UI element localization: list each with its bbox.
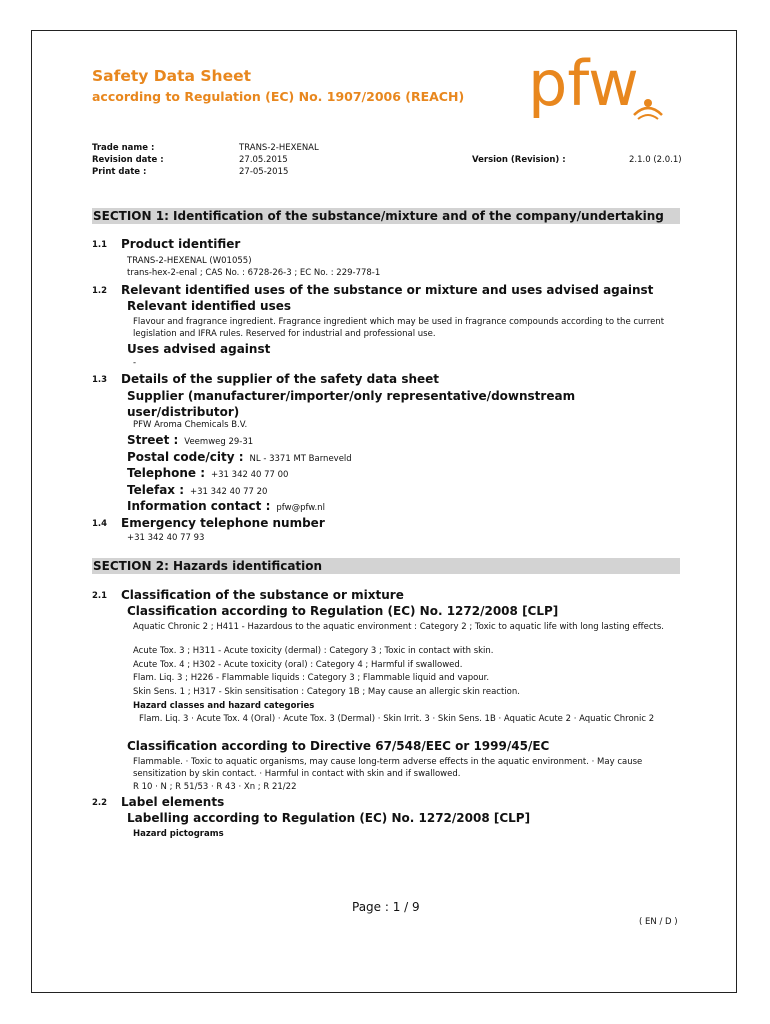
trade-name-label: Trade name :: [92, 143, 155, 153]
labelling-heading: Labelling according to Regulation (EC) No. 1272/2008 [CLP]: [127, 811, 531, 825]
clp-line-5: Skin Sens. 1 ; H317 - Skin sensitisation : Category 1B ; May cause an allergic skin reaction.: [133, 687, 520, 697]
section-1-4-number: 1.4: [92, 519, 108, 529]
section-1-2-number: 1.2: [92, 286, 108, 296]
telephone-row: [127, 466, 288, 480]
hazard-classes-text: Flam. Liq. 3 · Acute Tox. 4 (Oral) · Acute Tox. 3 (Dermal) · Skin Irrit. 3 · Skin Sens. 1B · Aquatic Acute 2 · Aquatic Chronic 2: [139, 714, 655, 724]
clp-line-4: Flam. Liq. 3 ; H226 - Flammable liquids : Category 3 ; Flammable liquid and vapour.: [133, 673, 490, 683]
product-identifier-line1: TRANS-2-HEXENAL (W01055): [127, 256, 252, 266]
uses-advised-against-text: -: [133, 358, 137, 368]
hazard-classes-label: Hazard classes and hazard categories: [133, 701, 315, 711]
clp-line-1: Aquatic Chronic 2 ; H411 - Hazardous to the aquatic environment : Category 2 ; Toxic to aquatic life with long lasting effects.: [133, 622, 664, 632]
document-page: [31, 30, 737, 993]
section-2-heading: SECTION 2: Hazards identification: [92, 558, 680, 574]
telephone-label: Telephone :: [127, 466, 206, 480]
emergency-phone: +31 342 40 77 93: [127, 533, 205, 543]
revision-date-label: Revision date :: [92, 155, 164, 165]
document-title: Safety Data Sheet: [92, 67, 252, 85]
directive-text: Flammable. · Toxic to aquatic organisms, may cause long-term adverse effects in the aquatic environment. · May cause sensitization by skin contact. · Harmful in contact with skin and if swallowed.: [133, 757, 643, 779]
directive-r-phrases: R 10 · N ; R 51/53 · R 43 · Xn ; R 21/22: [133, 782, 297, 792]
section-2-2-title: Label elements: [121, 795, 225, 809]
street-value: Veemweg 29-31: [184, 437, 254, 447]
street-row: [127, 433, 253, 447]
pfw-logo: [528, 43, 678, 137]
postal-value: NL - 3371 MT Barneveld: [249, 454, 352, 464]
document-subtitle: according to Regulation (EC) No. 1907/2006 (REACH): [92, 89, 465, 104]
uses-advised-against-heading: Uses advised against: [127, 342, 271, 356]
clp-line-2: Acute Tox. 3 ; H311 - Acute toxicity (dermal) : Category 3 ; Toxic in contact with skin.: [133, 646, 494, 656]
section-1-1-title: Product identifier: [121, 237, 241, 251]
print-date-value: 27-05-2015: [239, 167, 289, 177]
version-label: Version (Revision) :: [472, 155, 566, 165]
postal-row: [127, 450, 352, 464]
clp-line-3: Acute Tox. 4 ; H302 - Acute toxicity (oral) : Category 4 ; Harmful if swallowed.: [133, 660, 463, 670]
version-value: 2.1.0 (2.0.1): [629, 155, 682, 165]
language-code: ( EN / D ): [639, 917, 678, 927]
information-contact-label: Information contact :: [127, 499, 271, 513]
section-1-2-title: Relevant identified uses of the substance or mixture and uses advised against: [121, 283, 654, 297]
page-number: Page : 1 / 9: [352, 900, 420, 914]
section-1-heading: SECTION 1: Identification of the substance/mixture and of the company/undertaking: [92, 208, 680, 224]
street-label: Street :: [127, 433, 179, 447]
revision-date-value: 27.05.2015: [239, 155, 288, 165]
supplier-heading: Supplier (manufacturer/importer/only representative/downstream user/distributor): [127, 389, 576, 419]
section-2-1-number: 2.1: [92, 591, 108, 601]
section-2-1-title: Classification of the substance or mixture: [121, 588, 404, 602]
section-1-1-number: 1.1: [92, 240, 108, 250]
information-contact-value[interactable]: pfw@pfw.nl: [276, 503, 325, 513]
trade-name-value: TRANS-2-HEXENAL: [239, 143, 319, 153]
supplier-company: PFW Aroma Chemicals B.V.: [133, 420, 248, 430]
relevant-uses-heading: Relevant identified uses: [127, 299, 292, 313]
logo-text: pfw: [528, 47, 639, 120]
telephone-value: +31 342 40 77 00: [211, 470, 289, 480]
product-identifier-line2: trans-hex-2-enal ; CAS No. : 6728-26-3 ; EC No. : 229-778-1: [127, 268, 381, 278]
print-date-label: Print date :: [92, 167, 147, 177]
section-1-4-title: Emergency telephone number: [121, 516, 325, 530]
telefax-value: +31 342 40 77 20: [190, 487, 268, 497]
hazard-pictograms-label: Hazard pictograms: [133, 829, 224, 839]
directive-classification-heading: Classification according to Directive 67/548/EEC or 1999/45/EC: [127, 739, 550, 753]
section-2-2-number: 2.2: [92, 798, 108, 808]
clp-classification-heading: Classification according to Regulation (EC) No. 1272/2008 [CLP]: [127, 604, 559, 618]
relevant-uses-text: Flavour and fragrance ingredient. Fragrance ingredient which may be used in fragrance compounds according to the current legislation and IFRA rules. Reserved for industrial and professional use.: [133, 317, 665, 339]
telefax-row: [127, 483, 267, 497]
section-1-3-title: Details of the supplier of the safety data sheet: [121, 372, 440, 386]
postal-label: Postal code/city :: [127, 450, 244, 464]
section-1-3-number: 1.3: [92, 375, 108, 385]
telefax-label: Telefax :: [127, 483, 185, 497]
information-contact-row: [127, 499, 325, 513]
